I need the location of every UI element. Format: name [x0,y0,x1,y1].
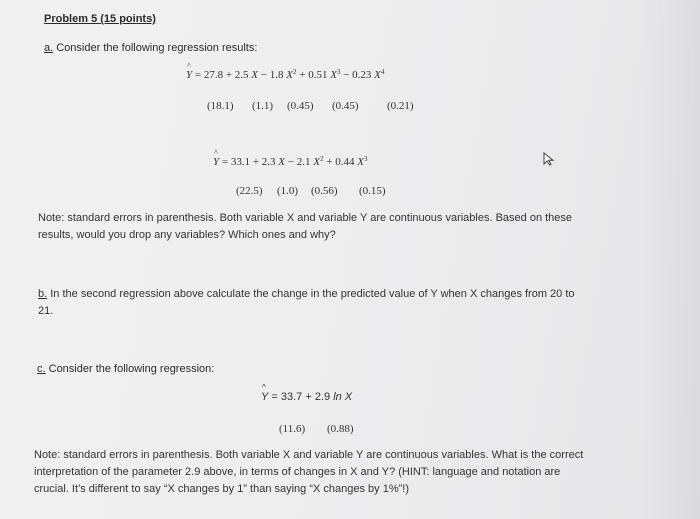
mouse-pointer-icon [543,152,555,166]
part-b [38,286,586,320]
equation-2 [213,156,367,168]
equation-2-rhs: = 33.1 + 2.3 X − 2.1 $X^2 + 0.44$ $X^3$ [221,155,368,168]
part-a-intro [44,41,257,55]
part-c-note: Note: standard errors in parenthesis. Both variable X and variable Y are continuous variables. What is the correct interpretation of the parameter 2.9 above, in terms of changes in X and Y? (HINT: language and notation are crucial. It’s different to say “X changes by 1” than saying “X changes by 1%”!) [34,449,584,495]
equation-2-standard-errors [236,185,386,197]
se-value: (0.45) [287,100,314,112]
se-value: (0.88) [327,423,354,435]
part-a-label: a. [44,42,54,54]
equation-1 [186,69,384,81]
equation-1-standard-errors [207,100,414,112]
equation-1-lhs: Y ^ [186,69,192,81]
se-value: (1.0) [277,185,299,197]
equation-3 [261,391,352,403]
se-value: (0.45) [332,100,359,112]
se-value: (1.1) [252,100,274,112]
part-b-text: In the second regression above calculate the change in the predicted value of Y when X changes from 20 to 21. [38,288,575,317]
se-value: (0.15) [359,185,386,197]
problem-title: Problem 5 (15 points) [44,13,156,25]
equation-2-lhs: Y ^ [213,156,219,168]
equation-3-lhs: Y ^ [261,391,268,403]
part-a-note: Note: standard errors in parenthesis. Both variable X and variable Y are continuous variables. Based on these results, would you drop any variables? Which ones and why? [38,212,573,241]
se-value: (22.5) [236,185,263,197]
part-c-intro [37,362,214,376]
se-value: (11.6) [279,423,306,435]
se-value: (0.21) [387,100,414,112]
se-value: (18.1) [207,100,234,112]
equation-1-rhs: = 27.8 + 2.5 X − 1.8 $X^2 + 0.51$ $X^3 - 0.23$ $X^4$ [194,68,385,81]
part-c-label: c. [37,363,46,375]
part-c-intro-text: Consider the following regression: [48,363,215,375]
se-value: (0.56) [311,185,338,197]
part-b-label: b. [38,288,48,300]
equation-3-standard-errors [279,423,354,435]
part-a-intro-text: Consider the following regression results: [56,42,258,54]
equation-3-rhs: = 33.7 + 2.9 ln X [271,391,353,403]
